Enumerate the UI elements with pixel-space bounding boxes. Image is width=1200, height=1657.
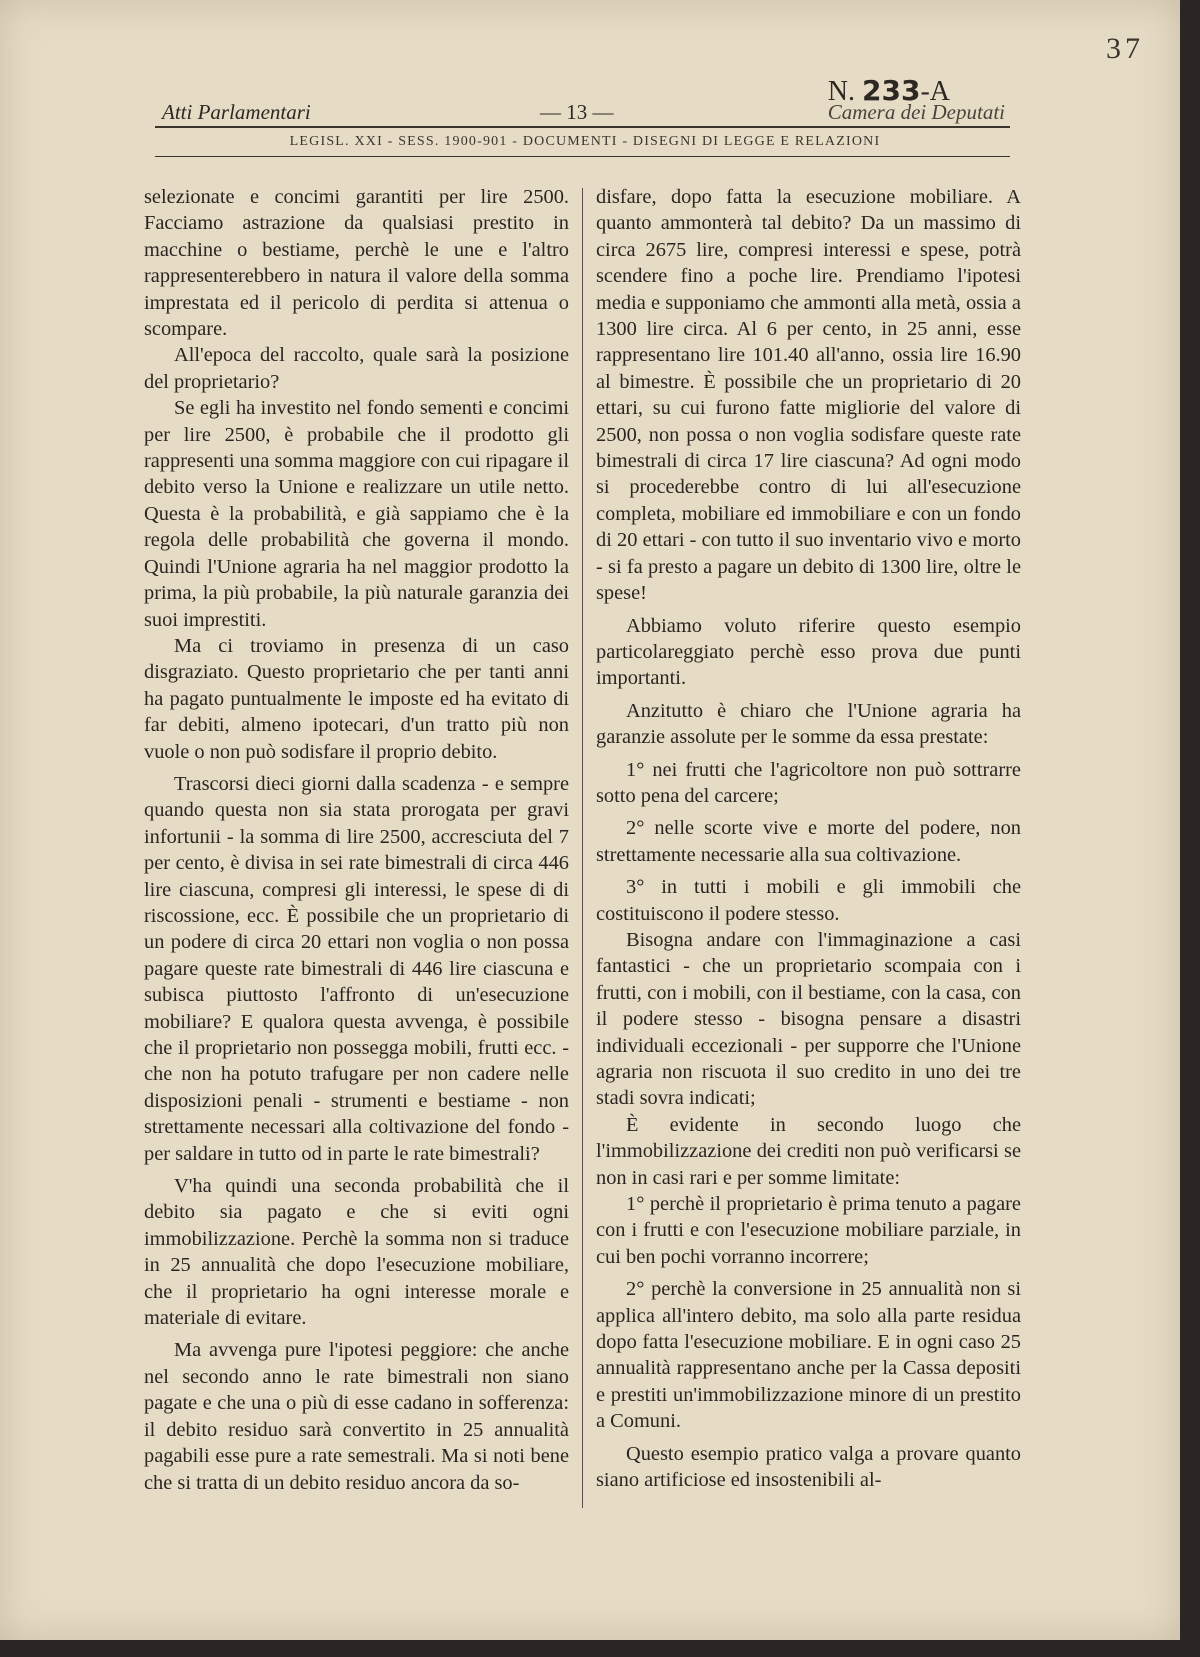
paragraph: Se egli ha investito nel fondo sementi e concimi per lire 2500, è probabile che il prodotto gli rappresenti una somma maggiore con cui ripagare il debito verso la Unione e realizzare un utile netto. Questa è la probabilità, e già sappiamo che è la regola delle probabilità che governa il mondo. Quindi l'Unione agraria ha nel maggior prodotto la prima, la più probabile, la più naturale garanzia dei suoi imprestiti.: [144, 397, 569, 631]
paragraph: È evidente in secondo luogo che l'immobilizzazione dei crediti non può verificarsi se non in casi rari e per somme limitate:: [596, 1113, 1021, 1189]
header-left: Atti Parlamentari: [162, 100, 311, 124]
left-column: [144, 184, 569, 1496]
header-subline: LEGISL. XXI - SESS. 1900-901 - DOCUMENTI - DISEGNI DI LEGGE E RELAZIONI: [289, 134, 881, 149]
paragraph: Questo esempio pratico valga a provare quanto siano artificiose ed insostenibili al-: [596, 1442, 1021, 1492]
doc-suffix: -A: [920, 76, 950, 107]
paragraph: Ma ci troviamo in presenza di un caso disgraziato. Questo proprietario che per tanti anni ha pagato puntualmente le imposte ed ha evitato di far debiti, almeno ipotecari, d'un tratto più non vuole o non può sodisfare il proprio debito.: [144, 634, 569, 763]
paragraph: 3° in tutti i mobili e gli immobili che costituiscono il podere stesso.: [596, 876, 1021, 925]
paragraph: Bisogna andare con l'immaginazione a casi fantastici - che un proprietario scompaia con i frutti, con i mobili, con il bestiame, con la casa, con il podere stesso - bisogna pensare a disastri individuali eccezionali - per supporre che l'Unione agraria non riscuota il suo credito in uno dei tre stadi sovra indicati;: [596, 928, 1021, 1110]
paragraph: Anzitutto è chiaro che l'Unione agraria ha garanzie assolute per le somme da essa prestate:: [596, 699, 1021, 749]
header-rule-bottom: [155, 156, 1010, 157]
paragraph: Abbiamo voluto riferire questo esempio particolareggiato perchè esso prova due punti importanti.: [596, 614, 1021, 690]
paragraph: Ma avvenga pure l'ipotesi peggiore: che anche nel secondo anno le rate bimestrali non siano pagate e che una o più di esse cadano in sofferenza: il debito residuo sarà convertito in 25 annualità pagabili esse pure a rate semestrali. Ma si noti bene che si tratta di un debito residuo ancora da so-: [144, 1339, 569, 1494]
paragraph: V'ha quindi una seconda probabilità che il debito sia pagato e che si eviti ogni immobilizzazione. Perchè la somma non si traduce in 25 annualità che dopo l'esecuzione mobiliare, che il proprietario ha ogni interesse morale e materiale di evitare.: [144, 1175, 569, 1330]
page-number: 37: [1106, 32, 1144, 65]
header-rule-top: [155, 126, 1010, 128]
paragraph: 2° nelle scorte vive e morte del podere, non strettamente necessarie alla sua coltivazione.: [596, 817, 1021, 866]
right-column: [596, 184, 1021, 1494]
column-divider: [582, 188, 583, 1508]
paragraph: 1° perchè il proprietario è prima tenuto a pagare con i frutti e con l'esecuzione mobiliare parziale, in cui ben pochi vorranno incorrere;: [596, 1193, 1021, 1268]
doc-prefix: N.: [827, 76, 855, 107]
paragraph: 2° perchè la conversione in 25 annualità non si applica all'intero debito, ma solo alla parte residua dopo fatta l'esecuzione mobiliare. E in ogni caso 25 annualità rappresentano anche per la Cassa depositi e prestiti un'immobilizzazione minore di un prestito a Comuni.: [596, 1278, 1021, 1433]
paragraph: Trascorsi dieci giorni dalla scadenza - e sempre quando questa non sia stata prorogata per gravi infortunii - la somma di lire 2500, accresciuta del 7 per cento, è divisa in sei rate bimestrali di circa 446 lire ciascuna, compresi gli interessi, le spese di di riscossione, ecc. È possibile che un proprietario di un podere di circa 20 ettari non voglia o non possa pagare queste rate bimestrali di 446 lire ciascuna e subisca piuttosto l'affronto di un'esecuzione mobiliare? E qualora questa avvenga, è possibile che il proprietario non possegga mobili, frutti ecc. - che non ha potuto trafugare per non cadere nelle disposizioni penali - strumenti e bestiame - non strettamente necessari alla coltivazione del fondo - per saldare in tutto od in parte le rate bimestrali?: [144, 772, 569, 1165]
doc-number-value: 233: [862, 74, 921, 107]
paragraph: 1° nei frutti che l'agricoltore non può sottrarre sotto pena del carcere;: [596, 758, 1021, 807]
running-header: [160, 100, 1005, 128]
header-page-label: — 13 —: [540, 100, 614, 124]
paragraph: selezionate e concimi garantiti per lire 2500. Facciamo astrazione da qualsiasi prestito in macchine o bestiame, perchè le une e l'altro rappresenterebbero in natura il valore della somma imprestata ed il pericolo di perdita si attenua o scompare.: [144, 186, 569, 341]
paragraph: disfare, dopo fatta la esecuzione mobiliare. A quanto ammonterà tal debito? Da un massimo di circa 2675 lire, compresi interessi e spese, potrà scendere fino a poche lire. Prendiamo l'ipotesi media e supponiamo che ammonti alla metà, ossia a 1300 lire circa. Al 6 per cento, in 25 anni, esse rappresentano lire 101.40 all'anno, ossia lire 16.90 al bimestre. È possibile che un proprietario di 20 ettari, su cui furono fatte migliorie del valore di 2500, non possa o non voglia sodisfare queste rate bimestrali di circa 17 lire ciascuna? Ad ogni modo si procederebbe contro di lui all'esecuzione completa, mobiliare ed immobiliare e con un fondo di 20 ettari - con tutto il suo inventario vivo e morto - si fa presto a pagare un debito di 1300 lire, oltre le spese!: [596, 186, 1021, 605]
header-right: Camera dei Deputati: [827, 100, 1005, 124]
paragraph: All'epoca del raccolto, quale sarà la posizione del proprietario?: [144, 344, 569, 393]
